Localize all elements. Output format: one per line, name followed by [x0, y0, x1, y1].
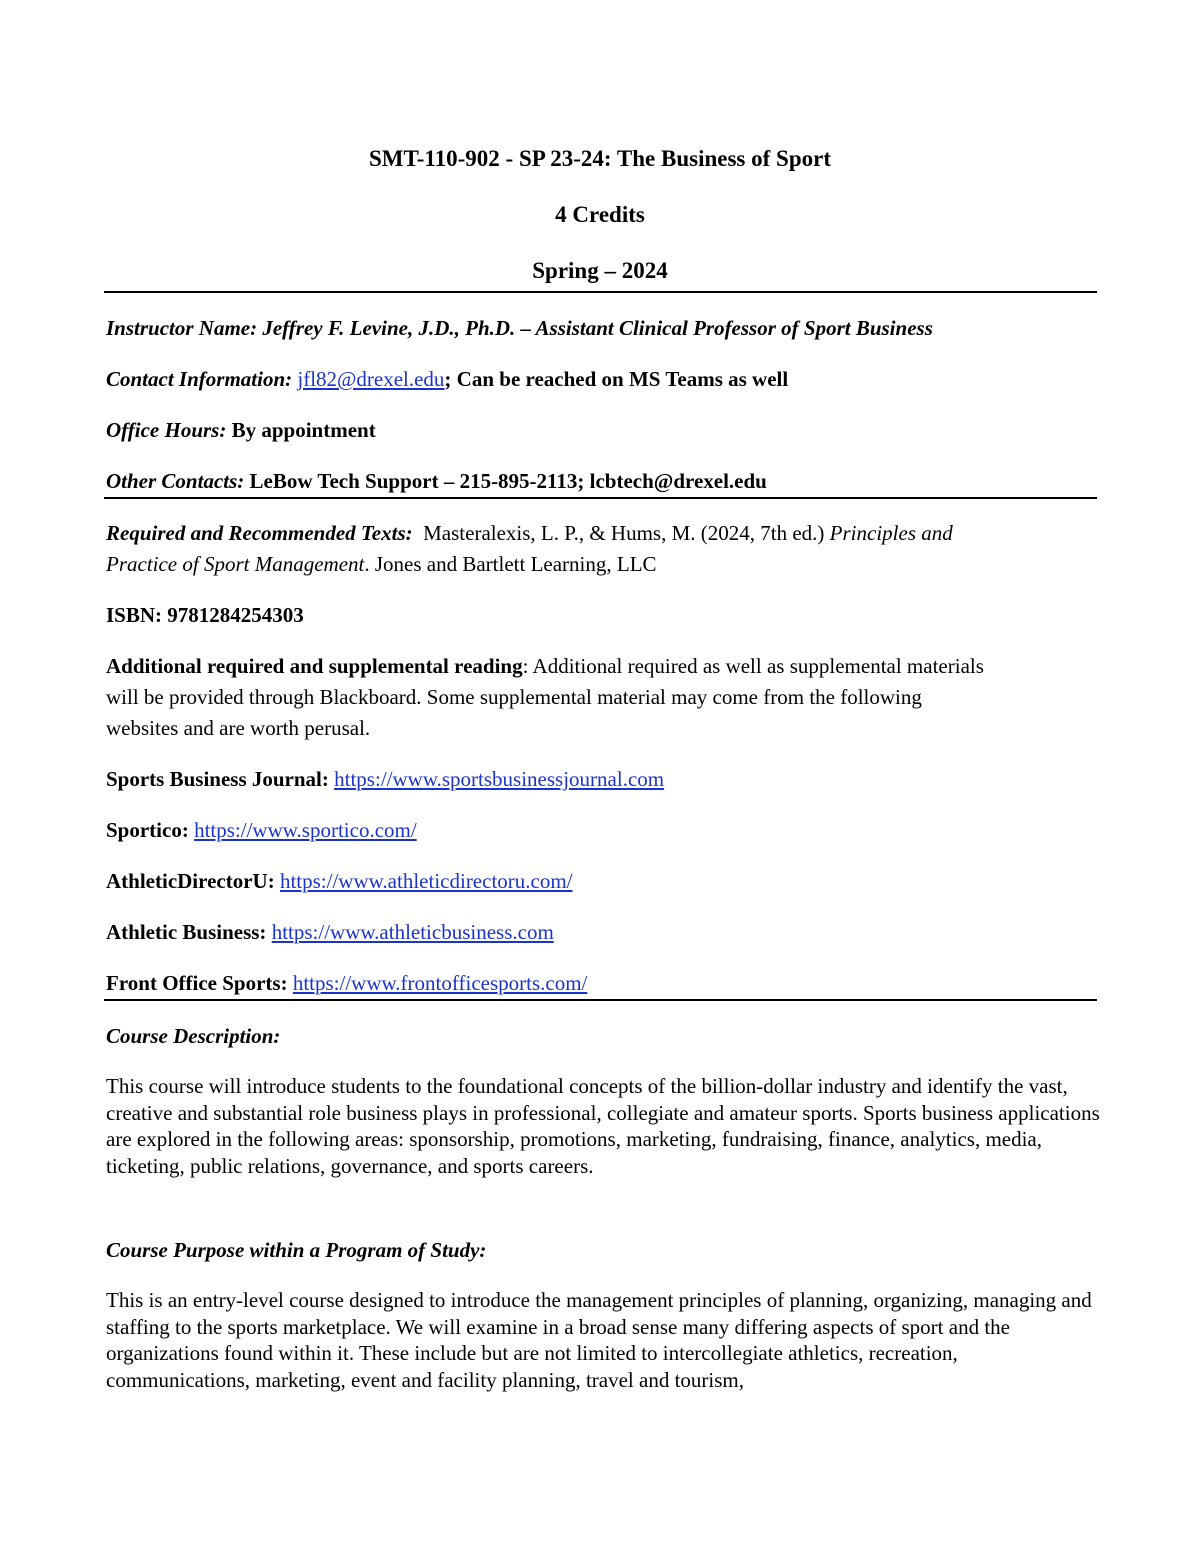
instructor-email-link[interactable]: jfl82@drexel.edu: [297, 367, 445, 391]
additional-label: Additional required and supplemental reading: [106, 654, 523, 678]
website-name: Sportico:: [106, 818, 189, 842]
course-description-heading: Course Description:: [106, 1024, 281, 1048]
course-purpose-body: This is an entry-level course designed to introduce the management principles of planning, organizing, managing and staffing to the sports marketplace. We will examine in a broad sense many differing aspects of sport and the organizations found within it. These include but are not limited to intercollegiate athletics, recreation, communications, marketing, event and facility planning, travel and tourism,: [106, 1288, 1092, 1392]
other-contacts-value: LeBow Tech Support – 215-895-2113; lcbtech@drexel.edu: [244, 469, 767, 493]
instructor-value: Jeffrey F. Levine, J.D., Ph.D. – Assistant Clinical Professor of Sport Business: [257, 316, 933, 340]
website-link[interactable]: https://www.athleticbusiness.com: [271, 920, 554, 944]
additional-text-1: : Additional required as well as supplemental materials: [522, 654, 984, 678]
course-credits: 4 Credits: [555, 202, 645, 227]
website-item: [106, 764, 1106, 794]
divider-3: [104, 999, 1097, 1001]
book-title-part-1: Principles and: [829, 521, 953, 545]
additional-line-3: websites and are worth perusal.: [106, 716, 371, 740]
texts-label: Required and Recommended Texts:: [106, 521, 413, 545]
divider-2: [104, 497, 1097, 499]
website-link[interactable]: https://www.frontofficesports.com/: [292, 971, 588, 995]
website-name: AthleticDirectorU:: [106, 869, 275, 893]
website-link[interactable]: https://www.athleticdirectoru.com/: [279, 869, 573, 893]
instructor-line: [106, 313, 1106, 343]
website-item: [106, 917, 1106, 947]
course-purpose-heading: Course Purpose within a Program of Study:: [106, 1238, 487, 1262]
website-item: [106, 866, 1106, 896]
website-name: Sports Business Journal:: [106, 767, 329, 791]
website-link[interactable]: https://www.sportsbusinessjournal.com: [334, 767, 665, 791]
office-hours-line: [106, 415, 1106, 445]
contact-label: Contact Information:: [106, 367, 293, 391]
course-description-body: This course will introduce students to the foundational concepts of the billion-dollar industry and identify the vast, creative and substantial role business plays in professional, collegiate and amateur sports. Sports business applications are explored in the following areas: sponsorship, promotions, marketing, fundraising, finance, analytics, media, ticketing, public relations, governance, and sports careers.: [106, 1074, 1100, 1178]
office-hours-value: By appointment: [226, 418, 376, 442]
texts-publisher: . Jones and Bartlett Learning, LLC: [364, 552, 657, 576]
instructor-label: Instructor Name:: [106, 316, 258, 340]
contact-rest: ; Can be reached on MS Teams as well: [444, 367, 789, 391]
other-contacts-line: [106, 466, 1106, 496]
additional-line-1: [106, 651, 1106, 681]
website-name: Front Office Sports:: [106, 971, 288, 995]
isbn: ISBN: 9781284254303: [106, 603, 304, 627]
website-item: [106, 815, 1106, 845]
office-hours-label: Office Hours:: [106, 418, 227, 442]
texts-line-2: [106, 549, 1106, 579]
website-name: Athletic Business:: [106, 920, 267, 944]
website-link[interactable]: https://www.sportico.com/: [194, 818, 417, 842]
texts-citation: Masteralexis, L. P., & Hums, M. (2024, 7th ed.): [412, 521, 830, 545]
texts-line-1: [106, 518, 1106, 548]
website-item: [106, 968, 1106, 998]
additional-line-2: will be provided through Blackboard. Some supplemental material may come from the following: [106, 685, 922, 709]
other-contacts-label: Other Contacts:: [106, 469, 245, 493]
book-title-part-2: Practice of Sport Management: [106, 552, 365, 576]
contact-line: [106, 364, 1106, 394]
course-term: Spring – 2024: [532, 258, 668, 283]
divider-1: [104, 291, 1097, 293]
course-title: SMT-110-902 - SP 23-24: The Business of Sport: [369, 146, 831, 171]
